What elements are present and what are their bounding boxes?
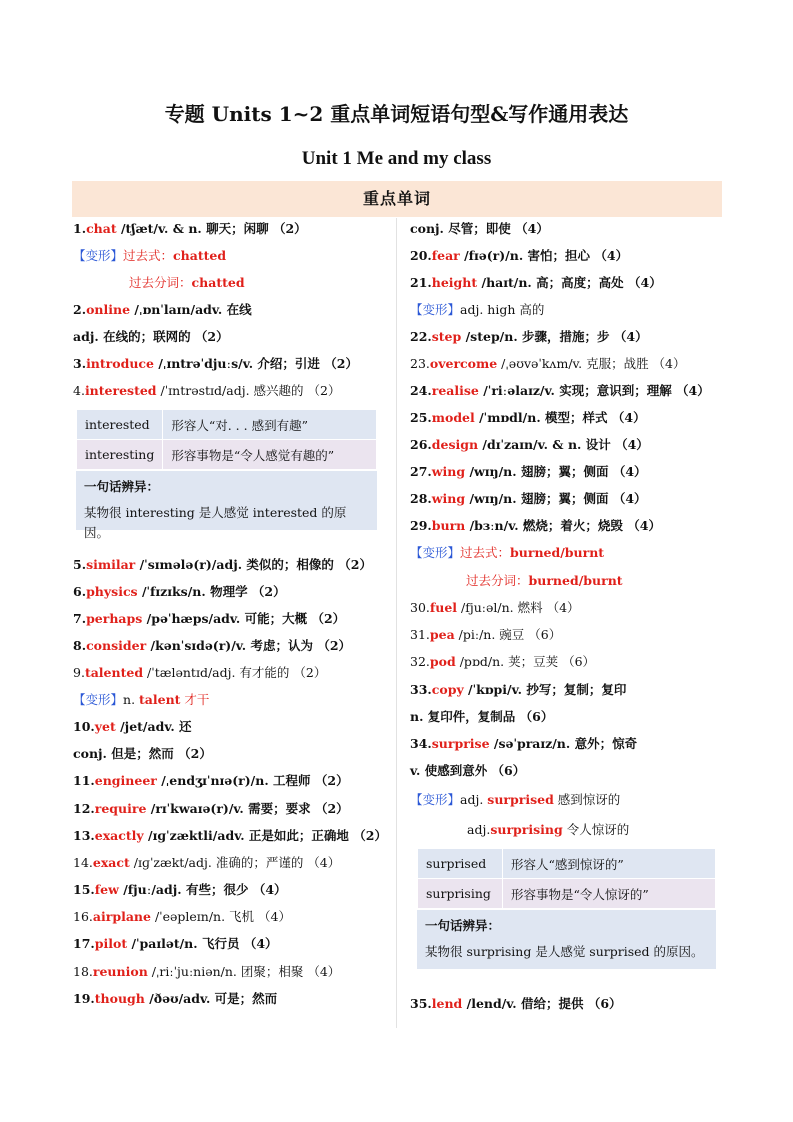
column-divider xyxy=(396,218,397,1028)
vocab-entry-20: 20.fear /fɪə(r)/n. 害怕；担心 （4） xyxy=(410,248,629,263)
variant-line: 【变形】n. talent 才干 xyxy=(73,692,210,707)
vocab-entry-29: 29.burn /bɜːn/v. 燃烧；着火；烧毁 （4） xyxy=(410,518,661,533)
vocab-entry-2: 2.online /ˌɒnˈlaɪn/adv. 在线 xyxy=(73,302,252,317)
vocab-entry-17: 17.pilot /ˈpaɪlət/n. 飞行员 （4） xyxy=(73,936,278,951)
vocab-entry-14: 14.exact /ɪɡˈzækt/adj. 准确的；严谨的 （4） xyxy=(73,855,341,870)
headword: though xyxy=(94,991,145,1006)
vocab-entry-23: 23.overcome /ˌəʊvəˈkʌm/v. 克服；战胜 （4） xyxy=(410,356,686,371)
vocab-entry-10: 10.yet /jet/adv. 还 xyxy=(73,719,192,734)
vocab-entry-2-cont: adj. 在线的；联网的 （2） xyxy=(73,329,229,344)
comparison-table xyxy=(417,848,716,909)
table-cell: interested xyxy=(77,410,163,440)
headword: wing xyxy=(431,464,466,479)
table-cell: 形容事物是“令人感觉有趣的” xyxy=(163,440,377,470)
vocab-entry-10-cont: conj. 但是；然而 （2） xyxy=(73,746,212,761)
headword: perhaps xyxy=(86,611,143,626)
headword: pod xyxy=(429,654,456,669)
table-row xyxy=(418,849,716,879)
table-cell: 形容人“对. . . 感到有趣” xyxy=(163,410,377,440)
headword: engineer xyxy=(94,773,157,788)
vocab-entry-30: 30.fuel /fjuːəl/n. 燃料 （4） xyxy=(410,600,580,615)
headword: design xyxy=(431,437,479,452)
headword: wing xyxy=(431,491,466,506)
headword: interested xyxy=(84,383,157,398)
vocab-entry-31: 31.pea /piː/n. 豌豆 （6） xyxy=(410,627,562,642)
headword: require xyxy=(94,801,147,816)
vocab-entry-1: 1.chat /tʃæt/v. & n. 聊天；闲聊 （2） xyxy=(73,221,307,236)
vocab-entry-19-cont: conj. 尽管；即使 （4） xyxy=(410,221,549,236)
vocab-entry-35: 35.lend /lend/v. 借给；提供 （6） xyxy=(410,996,622,1011)
headword: fear xyxy=(431,248,460,263)
comparison-note: 一句话辨异： 某物很 interesting 是人感觉 interested 的原因。 xyxy=(76,471,377,530)
headword: exactly xyxy=(94,828,144,843)
table-cell: 形容事物是“令人惊讶的” xyxy=(503,879,716,909)
vocab-entry-21: 21.height /haɪt/n. 高；高度；高处 （4） xyxy=(410,275,662,290)
table-row xyxy=(77,410,377,440)
vocab-entry-16: 16.airplane /ˈeəpleɪn/n. 飞机 （4） xyxy=(73,909,291,924)
vocab-entry-7: 7.perhaps /pəˈhæps/adv. 可能；大概 （2） xyxy=(73,611,346,626)
variant-line: 【变形】过去式：chatted xyxy=(73,248,227,263)
headword: reunion xyxy=(92,964,148,979)
comparison-table xyxy=(76,409,377,470)
vocab-entry-32: 32.pod /pɒd/n. 荚；豆荚 （6） xyxy=(410,654,596,669)
headword: step xyxy=(431,329,462,344)
vocab-entry-9: 9.talented /ˈtæləntɪd/adj. 有才能的 （2） xyxy=(73,665,327,680)
vocab-entry-4: 4.interested /ˈɪntrəstɪd/adj. 感兴趣的 （2） xyxy=(73,383,341,398)
headword: model xyxy=(431,410,475,425)
vocab-entry-24: 24.realise /ˈriːəlaɪz/v. 实现；意识到；理解 （4） xyxy=(410,383,710,398)
vocab-entry-8: 8.consider /kənˈsɪdə(r)/v. 考虑；认为 （2） xyxy=(73,638,352,653)
vocab-entry-18: 18.reunion /ˌriːˈjuːniən/n. 团聚；相聚 （4） xyxy=(73,964,341,979)
vocab-entry-19: 19.though /ðəʊ/adv. 可是；然而 xyxy=(73,991,278,1006)
comparison-note: 一句话辨异： 某物很 surprising 是人感觉 surprised 的原因。 xyxy=(417,910,716,969)
headword: physics xyxy=(86,584,138,599)
headword: copy xyxy=(431,682,464,697)
vocab-entry-33: 33.copy /ˈkɒpi/v. 抄写；复制；复印 xyxy=(410,682,627,697)
page-title: 专题 Units 1~2 重点单词短语句型&写作通用表达 xyxy=(164,102,629,126)
table-cell: interesting xyxy=(77,440,163,470)
variant-line: 过去分词：burned/burnt xyxy=(466,573,623,588)
table-row xyxy=(77,440,377,470)
headword: yet xyxy=(94,719,116,734)
headword: airplane xyxy=(92,909,151,924)
vocab-entry-13: 13.exactly /ɪɡˈzæktli/adv. 正是如此；正确地 （2） xyxy=(73,828,387,843)
vocab-entry-6: 6.physics /ˈfɪzɪks/n. 物理学 （2） xyxy=(73,584,286,599)
headword: few xyxy=(94,882,119,897)
variant-line: adj.surprising 令人惊讶的 xyxy=(467,822,630,837)
headword: introduce xyxy=(86,356,154,371)
headword: pilot xyxy=(94,936,128,951)
vocab-entry-5: 5.similar /ˈsɪmələ(r)/adj. 类似的；相像的 （2） xyxy=(73,557,372,572)
headword: pea xyxy=(429,627,455,642)
section-header: 重点单词 xyxy=(72,181,722,217)
vocab-entry-27: 27.wing /wɪŋ/n. 翅膀；翼；侧面 （4） xyxy=(410,464,647,479)
vocab-entry-25: 25.model /ˈmɒdl/n. 模型；样式 （4） xyxy=(410,410,646,425)
vocab-entry-11: 11.engineer /ˌendʒɪˈnɪə(r)/n. 工程师 （2） xyxy=(73,773,349,788)
headword: realise xyxy=(431,383,479,398)
vocab-entry-26: 26.design /dɪˈzaɪn/v. & n. 设计 （4） xyxy=(410,437,649,452)
headword: exact xyxy=(92,855,130,870)
vocab-entry-34-cont: v. 使感到意外 （6） xyxy=(410,763,526,778)
headword: consider xyxy=(86,638,147,653)
headword: lend xyxy=(431,996,463,1011)
table-cell: 形容人“感到惊讶的” xyxy=(503,849,716,879)
headword: surprise xyxy=(431,736,490,751)
vocab-entry-22: 22.step /step/n. 步骤，措施；步 （4） xyxy=(410,329,648,344)
unit-title: Unit 1 Me and my class xyxy=(301,148,492,169)
vocab-entry-15: 15.few /fjuː/adj. 有些；很少 （4） xyxy=(73,882,287,897)
variant-line: 【变形】adj. high 高的 xyxy=(410,302,545,317)
table-cell: surprised xyxy=(418,849,503,879)
vocab-entry-33-cont: n. 复印件，复制品 （6） xyxy=(410,709,554,724)
vocab-entry-28: 28.wing /wɪŋ/n. 翅膀；翼；侧面 （4） xyxy=(410,491,647,506)
variant-line: 【变形】过去式：burned/burnt xyxy=(410,545,605,560)
headword: talented xyxy=(84,665,144,680)
headword: chat xyxy=(86,221,117,236)
table-cell: surprising xyxy=(418,879,503,909)
vocab-entry-12: 12.require /rɪˈkwaɪə(r)/v. 需要；要求 （2） xyxy=(73,801,349,816)
headword: height xyxy=(431,275,478,290)
vocab-entry-34: 34.surprise /səˈpraɪz/n. 意外；惊奇 xyxy=(410,736,638,751)
headword: fuel xyxy=(429,600,458,615)
vocab-entry-3: 3.introduce /ˌɪntrəˈdjuːs/v. 介绍；引进 （2） xyxy=(73,356,358,371)
headword: overcome xyxy=(429,356,498,371)
headword: burn xyxy=(431,518,466,533)
headword: online xyxy=(86,302,131,317)
headword: similar xyxy=(86,557,136,572)
table-row xyxy=(418,879,716,909)
variant-line: 过去分词：chatted xyxy=(129,275,245,290)
variant-line: 【变形】adj. surprised 感到惊讶的 xyxy=(410,792,621,807)
